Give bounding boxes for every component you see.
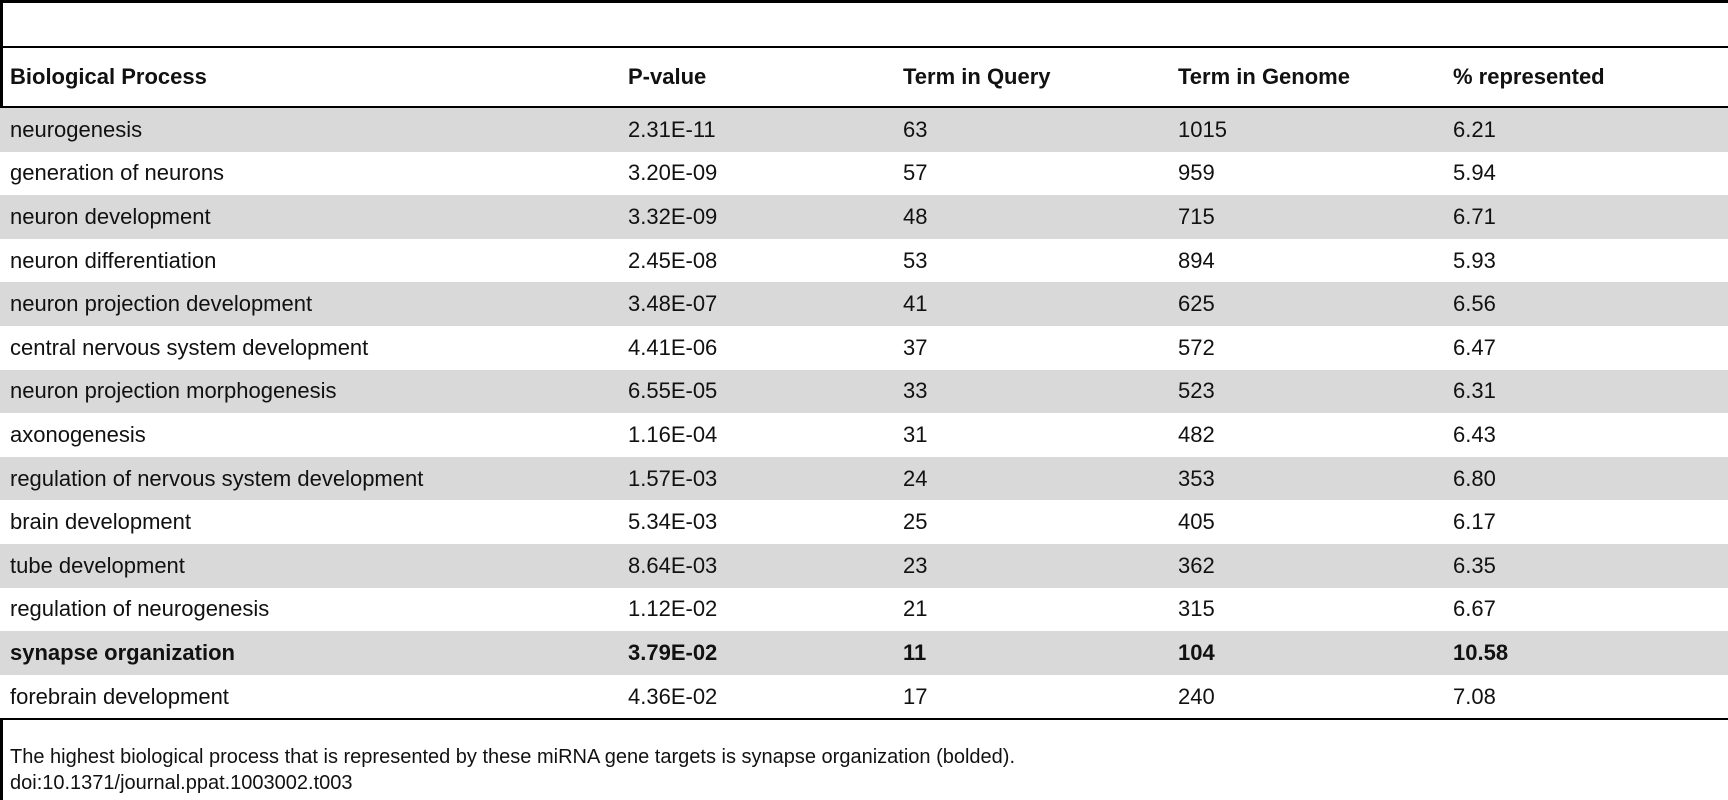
cell-p-value: 3.32E-09 bbox=[618, 195, 893, 239]
cell-percent-represented: 6.71 bbox=[1443, 195, 1728, 239]
table-row bbox=[0, 107, 1728, 152]
cell-percent-represented: 6.47 bbox=[1443, 326, 1728, 370]
cell-term-in-genome: 625 bbox=[1168, 282, 1443, 326]
cell-p-value: 1.12E-02 bbox=[618, 588, 893, 632]
cell-biological-process: neuron differentiation bbox=[0, 239, 618, 283]
cell-term-in-genome: 482 bbox=[1168, 413, 1443, 457]
cell-biological-process: generation of neurons bbox=[0, 152, 618, 196]
cell-term-in-query: 17 bbox=[893, 675, 1168, 720]
table-row bbox=[0, 544, 1728, 588]
header-term-in-query: Term in Query bbox=[893, 48, 1168, 107]
cell-term-in-query: 25 bbox=[893, 500, 1168, 544]
cell-term-in-genome: 315 bbox=[1168, 588, 1443, 632]
table-row bbox=[0, 588, 1728, 632]
table-row bbox=[0, 239, 1728, 283]
cell-biological-process: regulation of neurogenesis bbox=[0, 588, 618, 632]
cell-biological-process: neuron projection development bbox=[0, 282, 618, 326]
cell-biological-process: forebrain development bbox=[0, 675, 618, 720]
cell-term-in-genome: 353 bbox=[1168, 457, 1443, 501]
cell-biological-process: central nervous system development bbox=[0, 326, 618, 370]
cell-p-value: 1.57E-03 bbox=[618, 457, 893, 501]
cell-term-in-genome: 405 bbox=[1168, 500, 1443, 544]
cell-p-value: 6.55E-05 bbox=[618, 370, 893, 414]
cell-p-value: 2.31E-11 bbox=[618, 107, 893, 152]
table-body bbox=[0, 107, 1728, 719]
table-row bbox=[0, 675, 1728, 720]
cell-term-in-query: 63 bbox=[893, 107, 1168, 152]
table-row bbox=[0, 152, 1728, 196]
cell-percent-represented: 6.21 bbox=[1443, 107, 1728, 152]
header-term-in-genome: Term in Genome bbox=[1168, 48, 1443, 107]
cell-percent-represented: 6.35 bbox=[1443, 544, 1728, 588]
cell-p-value: 3.20E-09 bbox=[618, 152, 893, 196]
cell-term-in-query: 24 bbox=[893, 457, 1168, 501]
cell-biological-process: neuron development bbox=[0, 195, 618, 239]
cell-term-in-genome: 104 bbox=[1168, 631, 1443, 675]
cell-term-in-genome: 362 bbox=[1168, 544, 1443, 588]
cell-term-in-query: 37 bbox=[893, 326, 1168, 370]
footnote-doi: doi:10.1371/journal.ppat.1003002.t003 bbox=[10, 772, 353, 794]
cell-term-in-genome: 959 bbox=[1168, 152, 1443, 196]
cell-percent-represented: 6.67 bbox=[1443, 588, 1728, 632]
cell-biological-process: regulation of nervous system development bbox=[0, 457, 618, 501]
table-row bbox=[0, 631, 1728, 675]
cell-p-value: 1.16E-04 bbox=[618, 413, 893, 457]
header-percent-represented: % represented bbox=[1443, 48, 1728, 107]
cell-percent-represented: 5.94 bbox=[1443, 152, 1728, 196]
cell-biological-process: synapse organization bbox=[0, 631, 618, 675]
cell-term-in-genome: 715 bbox=[1168, 195, 1443, 239]
cell-term-in-query: 57 bbox=[893, 152, 1168, 196]
cell-biological-process: tube development bbox=[0, 544, 618, 588]
cell-percent-represented: 6.56 bbox=[1443, 282, 1728, 326]
table-row bbox=[0, 413, 1728, 457]
cell-percent-represented: 7.08 bbox=[1443, 675, 1728, 720]
cell-biological-process: neuron projection morphogenesis bbox=[0, 370, 618, 414]
cell-term-in-genome: 894 bbox=[1168, 239, 1443, 283]
table-row bbox=[0, 326, 1728, 370]
table-row bbox=[0, 500, 1728, 544]
footnote-caption: The highest biological process that is represented by these miRNA gene targets is synapse organization (bolded). bbox=[10, 746, 1016, 768]
cell-percent-represented: 6.80 bbox=[1443, 457, 1728, 501]
cell-percent-represented: 5.93 bbox=[1443, 239, 1728, 283]
cell-term-in-query: 31 bbox=[893, 413, 1168, 457]
cell-biological-process: neurogenesis bbox=[0, 107, 618, 152]
cell-term-in-query: 41 bbox=[893, 282, 1168, 326]
cell-p-value: 4.41E-06 bbox=[618, 326, 893, 370]
cell-percent-represented: 6.31 bbox=[1443, 370, 1728, 414]
cell-p-value: 8.64E-03 bbox=[618, 544, 893, 588]
cell-percent-represented: 10.58 bbox=[1443, 631, 1728, 675]
cell-percent-represented: 6.43 bbox=[1443, 413, 1728, 457]
table-row bbox=[0, 457, 1728, 501]
cell-percent-represented: 6.17 bbox=[1443, 500, 1728, 544]
cell-p-value: 5.34E-03 bbox=[618, 500, 893, 544]
table-row bbox=[0, 195, 1728, 239]
cell-p-value: 4.36E-02 bbox=[618, 675, 893, 720]
top-rule bbox=[0, 0, 1728, 3]
cell-term-in-query: 11 bbox=[893, 631, 1168, 675]
cell-term-in-query: 48 bbox=[893, 195, 1168, 239]
header-biological-process: Biological Process bbox=[0, 48, 618, 107]
table-header-row bbox=[0, 48, 1728, 107]
cell-term-in-genome: 240 bbox=[1168, 675, 1443, 720]
cell-term-in-genome: 1015 bbox=[1168, 107, 1443, 152]
header-p-value: P-value bbox=[618, 48, 893, 107]
cell-term-in-genome: 572 bbox=[1168, 326, 1443, 370]
cell-term-in-query: 53 bbox=[893, 239, 1168, 283]
table-row bbox=[0, 370, 1728, 414]
table-row bbox=[0, 282, 1728, 326]
cell-term-in-query: 23 bbox=[893, 544, 1168, 588]
go-enrichment-table bbox=[0, 48, 1728, 720]
cell-p-value: 3.48E-07 bbox=[618, 282, 893, 326]
cell-biological-process: axonogenesis bbox=[0, 413, 618, 457]
cell-term-in-query: 33 bbox=[893, 370, 1168, 414]
cell-term-in-genome: 523 bbox=[1168, 370, 1443, 414]
table-footnote bbox=[10, 744, 1015, 796]
cell-p-value: 2.45E-08 bbox=[618, 239, 893, 283]
cell-term-in-query: 21 bbox=[893, 588, 1168, 632]
cell-p-value: 3.79E-02 bbox=[618, 631, 893, 675]
cell-biological-process: brain development bbox=[0, 500, 618, 544]
